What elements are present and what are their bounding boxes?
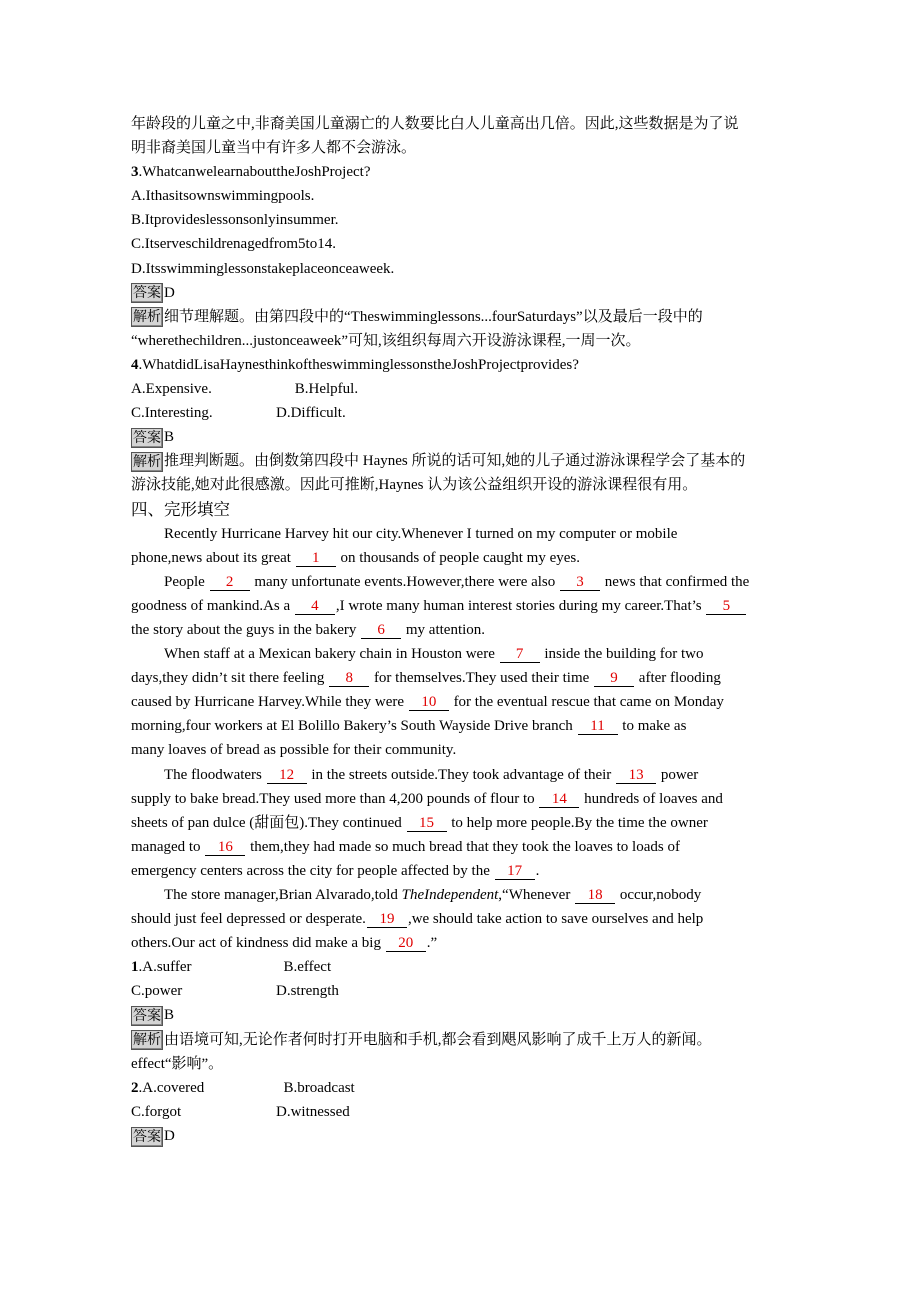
text: many loaves of bread as possible for their community. — [131, 742, 457, 759]
text: When staff at a Mexican bakery chain in Houston were — [164, 646, 499, 663]
text: B — [164, 1007, 175, 1024]
text: The floodwaters — [164, 766, 266, 783]
text: sheets of pan dulce (甜面包).They continued — [131, 814, 406, 831]
label-tag: 解析 — [133, 309, 161, 326]
label-tag: 答案 — [133, 429, 161, 446]
text: the story about the guys in the bakery — [131, 621, 361, 638]
option: C.forgot — [131, 1103, 182, 1120]
text: Recently Hurricane Harvey hit our city.Whenever I turned on my computer or mobile — [164, 525, 678, 542]
text-line — [131, 763, 796, 787]
text-line — [131, 738, 796, 762]
blank-number: 9 — [594, 670, 634, 687]
text: ,I wrote many human interest stories during my career.That’s — [335, 597, 706, 614]
text: 游泳技能,她对此很感激。因此可推断,Haynes 认为该公益组织开设的游泳课程很有用。 — [131, 477, 698, 494]
text: ,we should take action to save ourselves and help — [407, 911, 704, 928]
blank-number: 12 — [267, 767, 307, 784]
text: emergency centers across the city for people affected by the — [131, 862, 494, 879]
text-line — [131, 666, 796, 690]
text: many unfortunate events.However,there were also — [250, 573, 560, 590]
label-tag: 答案 — [133, 1128, 161, 1145]
blank-number: 16 — [205, 839, 245, 856]
text: People — [164, 573, 209, 590]
text-line — [131, 401, 796, 425]
text-line — [131, 232, 796, 256]
text-line — [131, 425, 796, 449]
text-line — [131, 449, 796, 473]
blank-number: 20 — [386, 935, 426, 952]
blank-number: 2 — [210, 574, 250, 591]
text-line — [131, 714, 796, 738]
text-line — [131, 112, 796, 136]
text: .WhatcanwelearnabouttheJoshProject? — [138, 164, 371, 181]
text-line — [131, 1003, 796, 1027]
text: for themselves.They used their time — [370, 670, 594, 687]
text: others.Our act of kindness did make a big — [131, 935, 385, 952]
text: hundreds of loaves and — [580, 790, 723, 807]
text-line — [131, 907, 796, 931]
blank-number: 11 — [578, 718, 618, 735]
text: ,“Whenever — [498, 887, 575, 903]
text-line — [131, 883, 796, 907]
text: for the eventual rescue that came on Monday — [449, 694, 724, 711]
text: B — [164, 429, 175, 446]
text: goodness of mankind.As a — [131, 597, 294, 614]
text: my attention. — [402, 621, 486, 638]
text-line — [131, 208, 796, 232]
text: occur,nobody — [616, 887, 702, 903]
text-line — [131, 618, 796, 642]
text-line — [131, 1052, 796, 1076]
text-line — [131, 136, 796, 160]
text: morning,four workers at El Bolillo Bakery’s South Wayside Drive branch — [131, 718, 577, 735]
text-line — [131, 570, 796, 594]
text: 年龄段的儿童之中,非裔美国儿童溺亡的人数要比白人儿童高出几倍。因此,这些数据是为了说 — [131, 116, 739, 132]
text: D.strength — [276, 983, 339, 1000]
text: managed to — [131, 838, 205, 855]
question-number: 1 — [131, 959, 139, 976]
text: The store manager,Brian Alvarado,told — [164, 887, 402, 903]
option: C.Interesting. — [131, 405, 213, 422]
text: 明非裔美国儿童当中有许多人都不会游泳。 — [131, 140, 417, 157]
text: 推理判断题。由倒数第四段中 Haynes 所说的话可知,她的儿子通过游泳课程学会了基本的 — [164, 453, 746, 470]
text-line — [131, 522, 796, 546]
text-line — [131, 473, 796, 497]
question-number: 2 — [131, 1079, 139, 1096]
blank-number: 13 — [616, 767, 656, 784]
text-line — [131, 1076, 796, 1100]
text: D.Itsswimminglessonstakeplaceonceaweek. — [131, 260, 395, 277]
text-line — [131, 931, 796, 955]
blank-number: 4 — [295, 598, 335, 615]
label-tag: 答案 — [133, 285, 161, 302]
text-line — [131, 811, 796, 835]
blank-number: 5 — [706, 598, 746, 615]
blank-number: 14 — [539, 791, 579, 808]
label-tag: 解析 — [133, 453, 161, 470]
question-number: 3 — [131, 164, 139, 181]
option: A.Expensive. — [131, 381, 212, 398]
text: phone,news about its great — [131, 549, 295, 566]
label-tag: 答案 — [133, 1008, 161, 1025]
text-line — [131, 1100, 796, 1124]
option: .A.covered — [138, 1079, 205, 1096]
blank-number: 10 — [409, 694, 449, 711]
blank-number: 3 — [560, 574, 600, 591]
text-line — [131, 859, 796, 883]
text: B.Itprovideslessonsonlyinsummer. — [131, 212, 339, 229]
text: B.effect — [283, 959, 332, 976]
blank-number: 17 — [495, 863, 535, 880]
text: “wherethechildren...justonceaweek”可知,该组织每周六开设游泳课程,一周一次。 — [131, 332, 641, 349]
text-line — [131, 594, 796, 618]
text: to help more people.By the time the owner — [447, 814, 708, 831]
text-line — [131, 787, 796, 811]
text: D — [164, 284, 175, 301]
text: supply to bake bread.They used more than 4,200 pounds of flour to — [131, 790, 539, 807]
blank-number: 7 — [500, 646, 540, 663]
blank-number: 18 — [575, 887, 615, 904]
text: .WhatdidLisaHaynesthinkoftheswimminglessonstheJoshProjectprovides? — [138, 356, 579, 373]
text: D.witnessed — [276, 1103, 350, 1120]
italic-title: TheIndependent — [401, 887, 499, 903]
text: inside the building for two — [540, 646, 704, 663]
text-line — [131, 546, 796, 570]
text: B.Helpful. — [276, 381, 359, 398]
option: .A.suffer — [138, 959, 192, 976]
label-tag: 解析 — [133, 1032, 161, 1049]
text-line — [131, 979, 796, 1003]
text-line — [131, 305, 796, 329]
text: them,they had made so much bread that they took the loaves to loads of — [246, 838, 680, 855]
text: A.Ithasitsownswimmingpools. — [131, 188, 315, 205]
blank-number: 8 — [329, 670, 369, 687]
blank-number: 1 — [296, 550, 336, 567]
text: C.Itserveschildrenagedfrom5to14. — [131, 236, 336, 253]
text: news that confirmed the — [601, 573, 750, 590]
text: power — [657, 766, 699, 783]
text-line — [131, 329, 796, 353]
text-line — [131, 281, 796, 305]
text: should just feel depressed or desperate. — [131, 911, 366, 928]
text: on thousands of people caught my eyes. — [336, 549, 580, 566]
text-line — [131, 184, 796, 208]
text-line — [131, 257, 796, 281]
text: 由语境可知,无论作者何时打开电脑和手机,都会看到飓风影响了成千上万人的新闻。 — [164, 1031, 712, 1048]
blank-number: 6 — [361, 622, 401, 639]
text-line — [131, 835, 796, 859]
text: caused by Hurricane Harvey.While they were — [131, 694, 408, 711]
option: C.power — [131, 983, 183, 1000]
text-line — [131, 690, 796, 714]
text: after flooding — [635, 670, 721, 687]
document-body — [131, 112, 796, 1148]
text: in the streets outside.They took advantage of their — [307, 766, 616, 783]
text-line — [131, 1028, 796, 1052]
text-line — [131, 160, 796, 184]
text: .” — [426, 935, 438, 952]
blank-number: 19 — [367, 911, 407, 928]
text: B.broadcast — [283, 1079, 355, 1096]
text-line — [131, 353, 796, 377]
blank-number: 15 — [407, 815, 447, 832]
text-line — [131, 377, 796, 401]
text: D.Difficult. — [276, 405, 346, 422]
text: 细节理解题。由第四段中的“Theswimminglessons...fourSaturdays”以及最后一段中的 — [164, 308, 703, 325]
text-line — [131, 955, 796, 979]
text: to make as — [618, 718, 687, 735]
text: 四、完形填空 — [131, 499, 230, 519]
text: effect“影响”。 — [131, 1055, 224, 1072]
text-line — [131, 642, 796, 666]
section-heading — [131, 498, 796, 522]
question-number: 4 — [131, 356, 139, 373]
text: D — [164, 1127, 175, 1144]
text-line — [131, 1124, 796, 1148]
text: days,they didn’t sit there feeling — [131, 670, 329, 687]
text: . — [535, 862, 540, 879]
